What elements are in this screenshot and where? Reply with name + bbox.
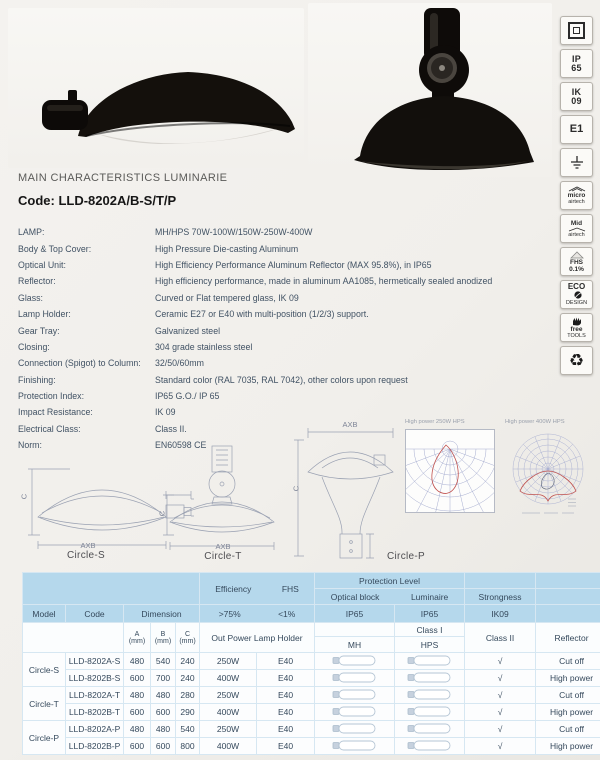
header-strongness: Strongness bbox=[465, 589, 535, 604]
header-luminaire: Luminaire bbox=[410, 591, 449, 602]
spec-value: Standard color (RAL 7035, RAL 7042), other colors upon request bbox=[155, 374, 408, 385]
spec-label: Finishing: bbox=[18, 374, 56, 385]
cert-badge-free-tools bbox=[560, 313, 593, 342]
figure-label-circle-s: Circle-S bbox=[67, 550, 105, 561]
spec-label: Protection Index: bbox=[18, 391, 85, 402]
header-dim-a: A (mm) bbox=[124, 623, 150, 652]
spec-value: High efficiency performance, made in aluminum AA1085, hermetically sealed anodized bbox=[155, 276, 493, 287]
dim-label-axb: AXB bbox=[80, 541, 96, 550]
dim-b-cell: 480 bbox=[151, 687, 175, 703]
header-blank bbox=[23, 623, 123, 652]
dim-a-cell: 600 bbox=[124, 738, 150, 754]
spec-value: 304 grade stainless steel bbox=[155, 341, 253, 352]
class-ii-check: √ bbox=[465, 670, 535, 686]
header-ip65-luminaire: IP65 bbox=[395, 605, 464, 622]
dim-b-cell: 480 bbox=[151, 721, 175, 737]
cert-badge-ik09 bbox=[560, 82, 593, 111]
spec-value: 32/50/60mm bbox=[155, 358, 204, 369]
class-ii-check: √ bbox=[465, 738, 535, 754]
spec-label: Lamp Holder: bbox=[18, 309, 71, 320]
spec-label: Connection (Spigot) to Column: bbox=[18, 358, 141, 369]
header-blank bbox=[536, 605, 600, 622]
polar-chart-title-250w: High power 250W HPS bbox=[405, 419, 465, 425]
polar-chart-250w bbox=[405, 429, 495, 513]
product-photo-dome-view bbox=[348, 4, 548, 172]
header-out-power: Out Power Lamp Holder bbox=[200, 623, 314, 652]
spec-value: Ceramic E27 or E40 with multi-position (1/2/3) support. bbox=[155, 309, 369, 320]
header-mh: MH bbox=[315, 637, 394, 652]
header-efficiency: Efficiency bbox=[215, 583, 252, 594]
reflector-cell: High power bbox=[536, 670, 600, 686]
header-blank bbox=[315, 623, 394, 636]
dim-label-axb: AXB bbox=[342, 420, 358, 429]
spec-value: Curved or Flat tempered glass, IK 09 bbox=[155, 292, 299, 303]
header-code: Code bbox=[66, 605, 123, 622]
spec-row bbox=[18, 306, 558, 322]
header-hps: HPS bbox=[395, 637, 464, 652]
spec-label: Body & Top Cover: bbox=[18, 243, 92, 254]
header-blank bbox=[536, 573, 600, 588]
spec-value: Galvanized steel bbox=[155, 325, 221, 336]
spec-value: Class II. bbox=[155, 423, 187, 434]
header-protection-level: Protection Level bbox=[315, 573, 464, 588]
reflector-cell: High power bbox=[536, 738, 600, 754]
lamp-icon bbox=[332, 689, 378, 700]
dim-label-c: C bbox=[291, 485, 301, 492]
badge-text: airtech bbox=[568, 199, 585, 205]
hand-icon bbox=[571, 316, 583, 326]
product-code-heading: Code: LLD-8202A/B-S/T/P bbox=[18, 193, 177, 208]
code-cell: LLD-8202B-T bbox=[66, 704, 123, 720]
badge-text: micro bbox=[567, 192, 586, 199]
spec-value: EN60598 CE bbox=[155, 440, 207, 451]
badge-text: FHS bbox=[570, 258, 583, 266]
lamp-icon bbox=[332, 740, 378, 751]
reflector-cell: Cut off bbox=[536, 653, 600, 669]
header-fhs: FHS bbox=[281, 583, 299, 594]
lamp-icon bbox=[407, 655, 453, 666]
header-ip65-optical: IP65 bbox=[315, 605, 394, 622]
cert-badge-fhs bbox=[560, 247, 593, 276]
cert-badge-earth-ground bbox=[560, 148, 593, 177]
cert-badge-eco-design bbox=[560, 280, 593, 309]
power-cell: 400W bbox=[200, 670, 256, 686]
lamp-icon bbox=[407, 723, 453, 734]
spec-row bbox=[18, 273, 558, 289]
spec-label: Reflector: bbox=[18, 276, 56, 287]
model-cell: Circle-T bbox=[23, 687, 65, 720]
table-row bbox=[23, 738, 600, 754]
spec-row bbox=[18, 224, 558, 240]
dim-a-cell: 600 bbox=[124, 704, 150, 720]
cert-badge-ip65 bbox=[560, 49, 593, 78]
spec-row bbox=[18, 290, 558, 306]
mh-lamp-cell bbox=[315, 721, 394, 737]
class-ii-check: √ bbox=[465, 653, 535, 669]
model-cell: Circle-S bbox=[23, 653, 65, 686]
header-blank bbox=[536, 589, 600, 604]
spec-row bbox=[18, 372, 558, 388]
spec-row bbox=[18, 355, 558, 371]
power-cell: 250W bbox=[200, 653, 256, 669]
spec-label: Electrical Class: bbox=[18, 423, 81, 434]
lamp-icon bbox=[332, 672, 378, 683]
dim-label-axb: AXB bbox=[215, 542, 231, 551]
mh-lamp-cell bbox=[315, 738, 394, 754]
lamp-icon bbox=[332, 655, 378, 666]
dim-a-cell: 480 bbox=[124, 687, 150, 703]
figure-label-circle-t: Circle-T bbox=[204, 551, 242, 562]
lamp-icon bbox=[407, 672, 453, 683]
reflector-cell: Cut off bbox=[536, 721, 600, 737]
polar-chart-title-400w: High power 400W HPS bbox=[505, 419, 565, 425]
header-efficiency-values bbox=[200, 605, 314, 622]
header-optical-block: Optical block bbox=[330, 591, 380, 602]
badge-text: 0.1% bbox=[569, 265, 584, 273]
dim-a-cell: 480 bbox=[124, 653, 150, 669]
header-dim-b: B (mm) bbox=[151, 623, 175, 652]
spec-label: Impact Resistance: bbox=[18, 407, 93, 418]
lamp-icon bbox=[332, 723, 378, 734]
spec-table bbox=[22, 572, 600, 755]
lamp-icon bbox=[407, 689, 453, 700]
badge-text: ECO bbox=[567, 282, 586, 291]
spec-label: Closing: bbox=[18, 341, 50, 352]
mh-lamp-cell bbox=[315, 687, 394, 703]
hps-lamp-cell bbox=[395, 653, 464, 669]
header-class-i: Class I bbox=[395, 623, 464, 636]
dim-b-cell: 600 bbox=[151, 738, 175, 754]
holder-cell: E40 bbox=[257, 653, 314, 669]
header-dimension: Dimension bbox=[124, 605, 199, 622]
model-cell: Circle-P bbox=[23, 721, 65, 754]
header-model: Model bbox=[23, 605, 65, 622]
spec-row bbox=[18, 339, 558, 355]
spec-label: Glass: bbox=[18, 292, 43, 303]
recycle-icon: ♻ bbox=[568, 351, 585, 370]
header-optical-luminaire bbox=[315, 589, 464, 604]
spec-row bbox=[18, 322, 558, 338]
table-row bbox=[23, 687, 600, 703]
dim-b-cell: 600 bbox=[151, 704, 175, 720]
spec-value: High Pressure Die-casting Aluminum bbox=[155, 243, 299, 254]
code-cell: LLD-8202A-T bbox=[66, 687, 123, 703]
dim-b-cell: 700 bbox=[151, 670, 175, 686]
power-cell: 400W bbox=[200, 738, 256, 754]
dim-a-cell: 600 bbox=[124, 670, 150, 686]
product-photo-side-view bbox=[38, 62, 298, 157]
double-square-icon bbox=[568, 22, 585, 39]
header-blank bbox=[465, 573, 535, 588]
dimension-drawing-circle-t bbox=[157, 438, 278, 552]
eco-leaf-icon bbox=[571, 291, 583, 300]
table-row bbox=[23, 704, 600, 720]
page-title: MAIN CHARACTERISTICS LUMINARIE bbox=[18, 172, 228, 184]
reflector-cell: Cut off bbox=[536, 687, 600, 703]
hps-lamp-cell bbox=[395, 670, 464, 686]
polar-chart-400w bbox=[506, 429, 594, 517]
badge-text: Mid bbox=[570, 219, 583, 227]
mh-lamp-cell bbox=[315, 670, 394, 686]
header-lt1: <1% bbox=[278, 608, 296, 619]
spec-row bbox=[18, 388, 558, 404]
header-ik09: IK09 bbox=[465, 605, 535, 622]
class-ii-check: √ bbox=[465, 721, 535, 737]
dimension-drawing-circle-p bbox=[292, 424, 404, 566]
dim-b-cell: 540 bbox=[151, 653, 175, 669]
holder-cell: E40 bbox=[257, 721, 314, 737]
badge-text: free bbox=[570, 326, 583, 333]
hps-lamp-cell bbox=[395, 738, 464, 754]
table-row bbox=[23, 670, 600, 686]
holder-cell: E40 bbox=[257, 670, 314, 686]
cert-badge-micro-airtech bbox=[560, 181, 593, 210]
badge-text: E1 bbox=[569, 123, 584, 135]
code-cell: LLD-8202A-P bbox=[66, 721, 123, 737]
dim-c-cell: 280 bbox=[176, 687, 199, 703]
power-cell: 250W bbox=[200, 721, 256, 737]
code-cell: LLD-8202B-S bbox=[66, 670, 123, 686]
header-class-ii: Class II bbox=[465, 623, 535, 652]
holder-cell: E40 bbox=[257, 704, 314, 720]
cert-badge-e1 bbox=[560, 115, 593, 144]
figure-label-circle-p: Circle-P bbox=[387, 551, 425, 562]
dim-c-cell: 540 bbox=[176, 721, 199, 737]
hps-lamp-cell bbox=[395, 721, 464, 737]
header-efficiency-fhs bbox=[200, 573, 314, 604]
spec-row bbox=[18, 240, 558, 256]
cert-badge-recycle bbox=[560, 346, 593, 375]
table-row bbox=[23, 721, 600, 737]
table-row bbox=[23, 653, 600, 669]
hps-lamp-cell bbox=[395, 687, 464, 703]
badge-text: IP bbox=[572, 53, 581, 64]
badge-text: DESIGN bbox=[565, 300, 588, 306]
mh-lamp-cell bbox=[315, 653, 394, 669]
cert-badge-class2-insulation bbox=[560, 16, 593, 45]
dim-c-cell: 290 bbox=[176, 704, 199, 720]
power-cell: 400W bbox=[200, 704, 256, 720]
class-ii-check: √ bbox=[465, 704, 535, 720]
lamp-icon bbox=[407, 740, 453, 751]
lamp-icon bbox=[407, 706, 453, 717]
holder-cell: E40 bbox=[257, 687, 314, 703]
dim-label-c: C bbox=[157, 510, 167, 517]
header-reflector: Reflector bbox=[536, 623, 600, 652]
badge-text: TOOLS bbox=[567, 333, 586, 339]
earth-ground-icon bbox=[568, 155, 586, 171]
header-blank bbox=[23, 573, 199, 604]
dim-c-cell: 240 bbox=[176, 670, 199, 686]
holder-cell: E40 bbox=[257, 738, 314, 754]
spec-label: Optical Unit: bbox=[18, 259, 66, 270]
code-cell: LLD-8202A-S bbox=[66, 653, 123, 669]
spec-value: IK 09 bbox=[155, 407, 176, 418]
badge-text: 65 bbox=[571, 62, 582, 73]
dim-c-cell: 800 bbox=[176, 738, 199, 754]
badge-text: airtech bbox=[568, 231, 585, 238]
lamp-profile-icon bbox=[569, 251, 585, 259]
spec-label: Norm: bbox=[18, 440, 42, 451]
cert-badge-mid-airtech bbox=[560, 214, 593, 243]
spec-row bbox=[18, 257, 558, 273]
spec-value: MH/HPS 70W-100W/150W-250W-400W bbox=[155, 227, 313, 238]
lamp-icon bbox=[332, 706, 378, 717]
header-dim-c: C (mm) bbox=[176, 623, 199, 652]
badge-text: 09 bbox=[571, 95, 582, 106]
dim-a-cell: 480 bbox=[124, 721, 150, 737]
spec-value: High Efficiency Performance Aluminum Reflector (MAX 95.8%), in IP65 bbox=[155, 259, 432, 270]
reflector-cell: High power bbox=[536, 704, 600, 720]
mh-lamp-cell bbox=[315, 704, 394, 720]
spec-label: Gear Tray: bbox=[18, 325, 60, 336]
code-cell: LLD-8202B-P bbox=[66, 738, 123, 754]
spec-label: LAMP: bbox=[18, 227, 45, 238]
spec-value: IP65 G.O./ IP 65 bbox=[155, 391, 220, 402]
dim-c-cell: 240 bbox=[176, 653, 199, 669]
class-ii-check: √ bbox=[465, 687, 535, 703]
dim-label-c: C bbox=[19, 493, 29, 500]
hps-lamp-cell bbox=[395, 704, 464, 720]
badge-text: IK bbox=[571, 86, 582, 97]
header-gt75: >75% bbox=[218, 608, 241, 619]
power-cell: 250W bbox=[200, 687, 256, 703]
